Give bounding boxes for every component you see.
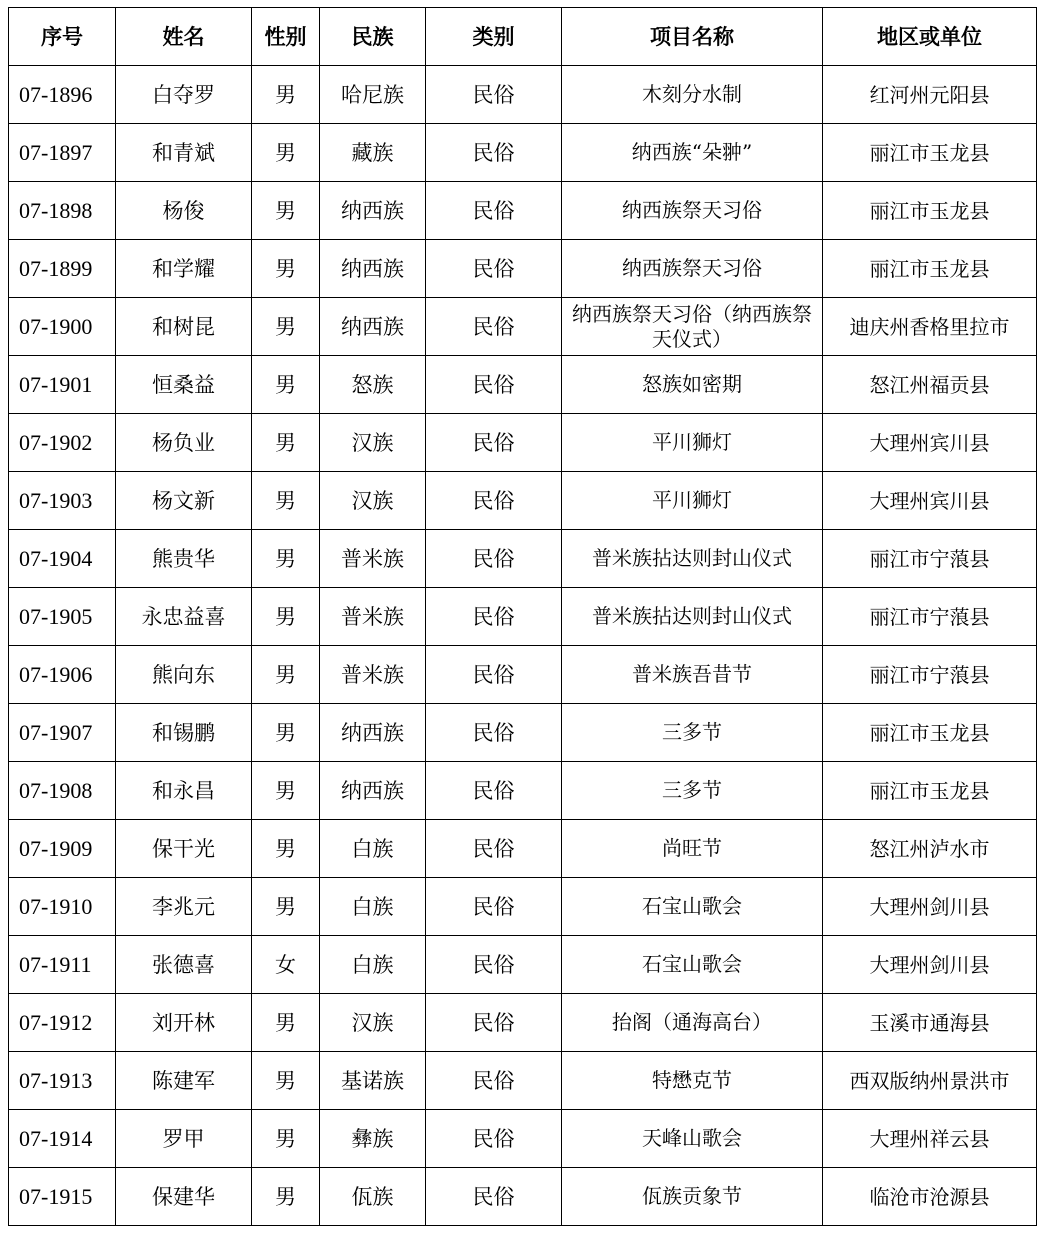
cell-ethnicity: 白族 — [320, 936, 426, 994]
cell-name: 杨负业 — [116, 414, 252, 472]
cell-name: 和树昆 — [116, 298, 252, 356]
header-project: 项目名称 — [562, 8, 823, 66]
cell-project: 尚旺节 — [562, 820, 823, 878]
cell-serial: 07-1915 — [9, 1168, 116, 1226]
header-name: 姓名 — [116, 8, 252, 66]
cell-name: 杨俊 — [116, 182, 252, 240]
cell-project: 纳西族祭天习俗（纳西族祭天仪式） — [562, 298, 823, 356]
cell-gender: 男 — [252, 820, 320, 878]
cell-gender: 男 — [252, 1110, 320, 1168]
cell-region: 玉溪市通海县 — [823, 994, 1037, 1052]
cell-project: 三多节 — [562, 762, 823, 820]
cell-gender: 男 — [252, 298, 320, 356]
cell-serial: 07-1911 — [9, 936, 116, 994]
cell-region: 丽江市宁蒗县 — [823, 530, 1037, 588]
cell-category: 民俗 — [426, 762, 562, 820]
cell-category: 民俗 — [426, 588, 562, 646]
cell-region: 大理州宾川县 — [823, 472, 1037, 530]
cell-category: 民俗 — [426, 298, 562, 356]
table-row — [9, 356, 1037, 414]
cell-name: 李兆元 — [116, 878, 252, 936]
cell-region: 丽江市宁蒗县 — [823, 646, 1037, 704]
cell-region: 大理州宾川县 — [823, 414, 1037, 472]
table-body — [9, 66, 1037, 1226]
cell-gender: 女 — [252, 936, 320, 994]
cell-gender: 男 — [252, 878, 320, 936]
cell-ethnicity: 普米族 — [320, 530, 426, 588]
table-row — [9, 704, 1037, 762]
table-row — [9, 1168, 1037, 1226]
cell-ethnicity: 白族 — [320, 820, 426, 878]
cell-name: 杨文新 — [116, 472, 252, 530]
cell-ethnicity: 哈尼族 — [320, 66, 426, 124]
table-row — [9, 1110, 1037, 1168]
cell-ethnicity: 纳西族 — [320, 704, 426, 762]
cell-category: 民俗 — [426, 124, 562, 182]
table-row — [9, 298, 1037, 356]
cell-serial: 07-1898 — [9, 182, 116, 240]
header-row — [9, 8, 1037, 66]
table-row — [9, 414, 1037, 472]
header-region: 地区或单位 — [823, 8, 1037, 66]
cell-name: 陈建军 — [116, 1052, 252, 1110]
cell-region: 大理州剑川县 — [823, 878, 1037, 936]
cell-category: 民俗 — [426, 878, 562, 936]
table-row — [9, 240, 1037, 298]
table-row — [9, 472, 1037, 530]
cell-ethnicity: 藏族 — [320, 124, 426, 182]
cell-serial: 07-1897 — [9, 124, 116, 182]
cell-gender: 男 — [252, 124, 320, 182]
cell-category: 民俗 — [426, 936, 562, 994]
cell-gender: 男 — [252, 472, 320, 530]
table-row — [9, 530, 1037, 588]
cell-serial: 07-1903 — [9, 472, 116, 530]
cell-gender: 男 — [252, 994, 320, 1052]
cell-region: 丽江市玉龙县 — [823, 762, 1037, 820]
cell-serial: 07-1908 — [9, 762, 116, 820]
cell-ethnicity: 纳西族 — [320, 182, 426, 240]
cell-name: 和青斌 — [116, 124, 252, 182]
cell-ethnicity: 汉族 — [320, 994, 426, 1052]
cell-gender: 男 — [252, 356, 320, 414]
cell-gender: 男 — [252, 66, 320, 124]
cell-name: 白夺罗 — [116, 66, 252, 124]
table-row — [9, 1052, 1037, 1110]
cell-category: 民俗 — [426, 472, 562, 530]
cell-name: 和学耀 — [116, 240, 252, 298]
table-row — [9, 820, 1037, 878]
cell-category: 民俗 — [426, 414, 562, 472]
cell-category: 民俗 — [426, 530, 562, 588]
table-row — [9, 646, 1037, 704]
table-row — [9, 936, 1037, 994]
cell-region: 怒江州福贡县 — [823, 356, 1037, 414]
cell-serial: 07-1902 — [9, 414, 116, 472]
cell-gender: 男 — [252, 530, 320, 588]
cell-category: 民俗 — [426, 1052, 562, 1110]
cell-project: 平川狮灯 — [562, 472, 823, 530]
cell-project: 石宝山歌会 — [562, 878, 823, 936]
cell-name: 和永昌 — [116, 762, 252, 820]
cell-category: 民俗 — [426, 994, 562, 1052]
cell-region: 丽江市玉龙县 — [823, 704, 1037, 762]
cell-serial: 07-1900 — [9, 298, 116, 356]
cell-project: 纳西族祭天习俗 — [562, 240, 823, 298]
cell-ethnicity: 基诺族 — [320, 1052, 426, 1110]
cell-project: 平川狮灯 — [562, 414, 823, 472]
table-row — [9, 762, 1037, 820]
header-ethnicity: 民族 — [320, 8, 426, 66]
cell-category: 民俗 — [426, 820, 562, 878]
cell-gender: 男 — [252, 182, 320, 240]
cell-ethnicity: 白族 — [320, 878, 426, 936]
cell-ethnicity: 纳西族 — [320, 298, 426, 356]
cell-name: 恒桑益 — [116, 356, 252, 414]
cell-serial: 07-1913 — [9, 1052, 116, 1110]
header-category: 类别 — [426, 8, 562, 66]
table-row — [9, 588, 1037, 646]
cell-category: 民俗 — [426, 356, 562, 414]
cell-ethnicity: 纳西族 — [320, 240, 426, 298]
table-row — [9, 994, 1037, 1052]
cell-category: 民俗 — [426, 66, 562, 124]
cell-gender: 男 — [252, 1052, 320, 1110]
cell-ethnicity: 怒族 — [320, 356, 426, 414]
cell-ethnicity: 汉族 — [320, 472, 426, 530]
cell-gender: 男 — [252, 646, 320, 704]
header-serial: 序号 — [9, 8, 116, 66]
cell-gender: 男 — [252, 588, 320, 646]
cell-serial: 07-1896 — [9, 66, 116, 124]
cell-project: 天峰山歌会 — [562, 1110, 823, 1168]
cell-serial: 07-1910 — [9, 878, 116, 936]
cell-category: 民俗 — [426, 1168, 562, 1226]
cell-serial: 07-1912 — [9, 994, 116, 1052]
cell-project: 怒族如密期 — [562, 356, 823, 414]
cell-serial: 07-1909 — [9, 820, 116, 878]
cell-serial: 07-1904 — [9, 530, 116, 588]
cell-category: 民俗 — [426, 182, 562, 240]
cell-name: 张德喜 — [116, 936, 252, 994]
cell-name: 保干光 — [116, 820, 252, 878]
cell-project: 佤族贡象节 — [562, 1168, 823, 1226]
cell-serial: 07-1901 — [9, 356, 116, 414]
cell-category: 民俗 — [426, 1110, 562, 1168]
cell-gender: 男 — [252, 762, 320, 820]
cell-category: 民俗 — [426, 240, 562, 298]
cell-gender: 男 — [252, 704, 320, 762]
cell-ethnicity: 普米族 — [320, 646, 426, 704]
cell-region: 迪庆州香格里拉市 — [823, 298, 1037, 356]
cell-ethnicity: 佤族 — [320, 1168, 426, 1226]
cell-region: 丽江市宁蒗县 — [823, 588, 1037, 646]
cell-ethnicity: 汉族 — [320, 414, 426, 472]
cell-name: 刘开林 — [116, 994, 252, 1052]
cell-ethnicity: 彝族 — [320, 1110, 426, 1168]
cell-serial: 07-1914 — [9, 1110, 116, 1168]
cell-gender: 男 — [252, 240, 320, 298]
cell-project: 木刻分水制 — [562, 66, 823, 124]
cell-gender: 男 — [252, 414, 320, 472]
cell-project: 抬阁（通海高台） — [562, 994, 823, 1052]
cell-name: 罗甲 — [116, 1110, 252, 1168]
cell-serial: 07-1899 — [9, 240, 116, 298]
cell-region: 大理州剑川县 — [823, 936, 1037, 994]
cell-ethnicity: 普米族 — [320, 588, 426, 646]
cell-region: 红河州元阳县 — [823, 66, 1037, 124]
cell-serial: 07-1906 — [9, 646, 116, 704]
cell-region: 丽江市玉龙县 — [823, 240, 1037, 298]
cell-project: 三多节 — [562, 704, 823, 762]
table-row — [9, 878, 1037, 936]
cell-name: 永忠益喜 — [116, 588, 252, 646]
cell-region: 怒江州泸水市 — [823, 820, 1037, 878]
cell-region: 西双版纳州景洪市 — [823, 1052, 1037, 1110]
cell-name: 保建华 — [116, 1168, 252, 1226]
cell-region: 丽江市玉龙县 — [823, 182, 1037, 240]
cell-serial: 07-1905 — [9, 588, 116, 646]
cell-name: 熊向东 — [116, 646, 252, 704]
cell-category: 民俗 — [426, 646, 562, 704]
table-row — [9, 66, 1037, 124]
cell-name: 熊贵华 — [116, 530, 252, 588]
cell-project: 石宝山歌会 — [562, 936, 823, 994]
cell-ethnicity: 纳西族 — [320, 762, 426, 820]
cell-category: 民俗 — [426, 704, 562, 762]
cell-region: 临沧市沧源县 — [823, 1168, 1037, 1226]
heritage-inheritors-table — [8, 7, 1037, 1226]
cell-project: 普米族拈达则封山仪式 — [562, 588, 823, 646]
cell-gender: 男 — [252, 1168, 320, 1226]
table-row — [9, 124, 1037, 182]
cell-project: 纳西族祭天习俗 — [562, 182, 823, 240]
cell-project: 特懋克节 — [562, 1052, 823, 1110]
cell-region: 大理州祥云县 — [823, 1110, 1037, 1168]
cell-project: 纳西族“朵翀” — [562, 124, 823, 182]
cell-project: 普米族拈达则封山仪式 — [562, 530, 823, 588]
header-gender: 性别 — [252, 8, 320, 66]
cell-name: 和锡鹏 — [116, 704, 252, 762]
table-row — [9, 182, 1037, 240]
cell-project: 普米族吾昔节 — [562, 646, 823, 704]
cell-region: 丽江市玉龙县 — [823, 124, 1037, 182]
cell-serial: 07-1907 — [9, 704, 116, 762]
